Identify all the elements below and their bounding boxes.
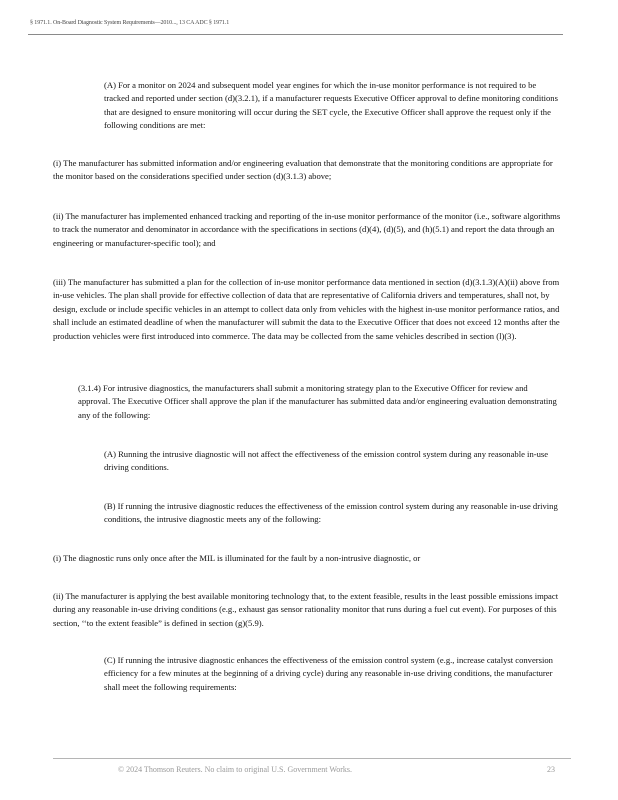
paragraph-d-3-1-3-a: (A) For a monitor on 2024 and subsequent model year engines for which the in-use monitor performance is not required to be tracked and reported under section (d)(3.2.1), if a manufacturer requests Executive Officer approval to define monitoring conditions that are designed to ensure monitoring will occur during the SET cycle, the Executive Officer shall approve the request only if the following conditions are met: [104,80,558,131]
paragraph-d-3-1-4-b: (B) If running the intrusive diagnostic reduces the effectiveness of the emission control system during any reasonable in-use driving conditions, the intrusive diagnostic meets any of the following: [104,501,558,525]
paragraph-d-3-1-3-a-i: (i) The manufacturer has submitted information and/or engineering evaluation that demonstrate that the monitoring conditions are appropriate for the monitor based on the considerations specified under section (d)(3.1.3) above; [53,158,553,182]
paragraph-d-3-1-4-b-i: (i) The diagnostic runs only once after the MIL is illuminated for the fault by a non-intrusive diagnostic, or [53,553,421,563]
running-head: § 1971.1. On-Board Diagnostic System Requirements—2010..., 13 CA ADC § 1971.1 [30,20,230,26]
paragraph-d-3-1-4: (3.1.4) For intrusive diagnostics, the manufacturers shall submit a monitoring strategy plan to the Executive Officer for review and approval. The Executive Officer shall approve the plan if the manufacturer has submitted data and/or engineering evaluation demonstrating any of the following: [78,383,557,420]
paragraph-d-3-1-4-b-ii: (ii) The manufacturer is applying the best available monitoring technology that, to the extent feasible, results in the least possible emissions impact during any reasonable in-use driving conditions (e.g., exhaust gas sensor rationality monitor that runs during a fuel cut event). For purposes of this section, ‘‘to the extent feasible” is defined in section (g)(5.9). [53,591,559,628]
copyright-notice: © 2024 Thomson Reuters. No claim to original U.S. Government Works. [118,765,353,774]
paragraph-d-3-1-4-c: (C) If running the intrusive diagnostic enhances the effectiveness of the emission control system (e.g., increase catalyst conversion efficiency for a few minutes at the beginning of a driving cycle) during any reasonable in-use driving conditions, the manufacturer shall meet the following requirements: [104,655,553,692]
paragraph-d-3-1-4-a: (A) Running the intrusive diagnostic will not affect the effectiveness of the emission control system during any reasonable in-use driving conditions. [104,449,549,473]
footer-divider [53,758,571,759]
header-divider [28,34,563,35]
paragraph-d-3-1-3-a-iii: (iii) The manufacturer has submitted a plan for the collection of in-use monitor performance data mentioned in section (d)(3.1.3)(A)(ii) above from in-use vehicles. The plan shall provide for effective collection of data that are representative of California drivers and temperatures, shall not, by design, exclude or include specific vehicles in an attempt to collect data only from vehicles with the highest in-use monitor performance ratios, and shall include an estimated deadline of when the manufacturer will submit the data to the Executive Officer that does not exceed 12 months after the production vehicles were first introduced into commerce. The data may be collected from the same vehicles described in section (l)(3). [53,277,560,341]
page-number: 23 [547,765,555,774]
paragraph-d-3-1-3-a-ii: (ii) The manufacturer has implemented enhanced tracking and reporting of the in-use monitor performance of the monitor (i.e., software algorithms to track the numerator and denominator in accordance with the specifications in sections (d)(4), (d)(5), and (h)(5.1) and report the data through an engineering or manufacturer-specific tool); and [53,211,561,248]
